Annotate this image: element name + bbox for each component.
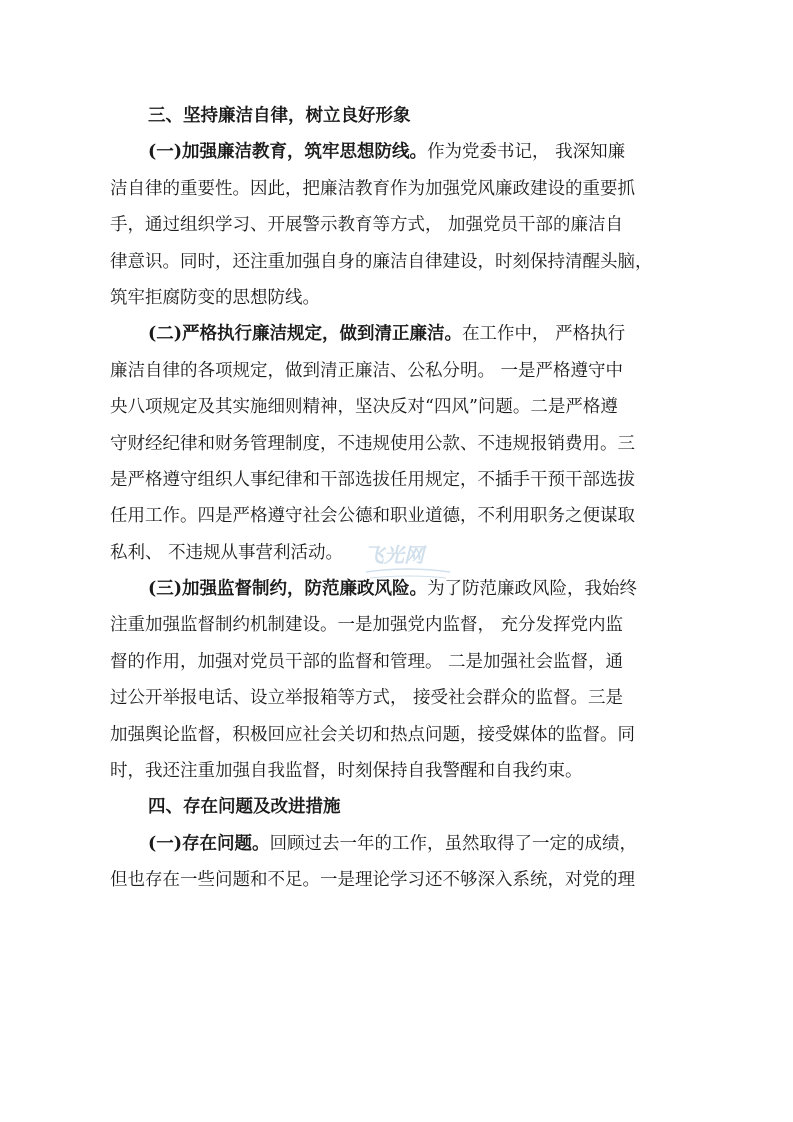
section4-heading: 四、存在问题及改进措施 bbox=[148, 797, 341, 818]
section3-item1-line2: 洁自律的重要性。因此，把廉洁教育作为加强党风廉政建设的重要抓 bbox=[110, 178, 635, 199]
section3-item3-line1: (三)加强监督制约，防范廉政风险。为了防范廉政风险，我始终 bbox=[148, 579, 638, 600]
watermark-text: 飞光网 bbox=[364, 543, 424, 567]
section3-item2-line4: 守财经纪律和财务管理制度，不违规使用公款、不违规报销费用。三 bbox=[110, 433, 635, 454]
section3-item1-line4: 律意识。同时，还注重加强自身的廉洁自律建设，时刻保持清醒头脑， bbox=[110, 251, 653, 272]
section3-item2-line6: 任用工作。四是严格遵守社会公德和职业道德，不利用职务之便谋取 bbox=[110, 506, 635, 527]
section3-item2-line3: 央八项规定及其实施细则精神，坚决反对“四风”问题。二是严格遵 bbox=[110, 397, 618, 418]
section3-item3-line3: 督的作用，加强对党员干部的监督和管理。 二是加强社会监督，通 bbox=[110, 651, 624, 672]
section3-item1-line5: 筑牢拒腐防变的思想防线。 bbox=[110, 287, 320, 308]
section3-item3-line6: 时，我还注重加强自我监督，时刻保持自我警醒和自我约束。 bbox=[110, 761, 583, 782]
section4-item1-line1: (一)存在问题。回顾过去一年的工作，虽然取得了一定的成绩， bbox=[148, 833, 638, 854]
section3-item2-line5: 是严格遵守组织人事纪律和干部选拔任用规定，不插手干预干部选拔 bbox=[110, 469, 635, 490]
section3-item2-line7: 私利、 不违规从事营利活动。 bbox=[110, 542, 344, 563]
section3-item2-line2: 廉洁自律的各项规定，做到清正廉洁、公私分明。 一是严格遵守中 bbox=[110, 360, 624, 381]
section3-item1-line3: 手，通过组织学习、开展警示教育等方式， 加强党员干部的廉洁自 bbox=[110, 215, 624, 236]
watermark-underline bbox=[366, 569, 450, 572]
section4-item1-label: (一)存在问题。 bbox=[148, 833, 270, 854]
watermark-logo bbox=[360, 538, 456, 586]
section3-item2-line1: (二)严格执行廉洁规定，做到清正廉洁。在工作中， 严格执行 bbox=[148, 324, 626, 345]
section3-item1-label: (一)加强廉洁教育，筑牢思想防线。 bbox=[148, 142, 428, 163]
watermark-underline-2 bbox=[370, 576, 446, 578]
section3-heading: 三、坚持廉洁自律，树立良好形象 bbox=[148, 106, 411, 126]
section4-item1-line2: 但也存在一些问题和不足。一是理论学习还不够深入系统，对党的理 bbox=[110, 870, 635, 891]
section3-item3-line2: 注重加强监督制约机制建设。一是加强党内监督， 充分发挥党内监 bbox=[110, 615, 624, 636]
section3-item3-line4: 过公开举报电话、设立举报箱等方式， 接受社会群众的监督。三是 bbox=[110, 688, 624, 709]
section3-item1-line1: (一)加强廉洁教育，筑牢思想防线。作为党委书记， 我深知廉 bbox=[148, 142, 626, 163]
section3-item3-label: (三)加强监督制约，防范廉政风险。 bbox=[148, 579, 428, 600]
section3-item3-line5: 加强舆论监督，积极回应社会关切和热点问题，接受媒体的监督。同 bbox=[110, 724, 635, 745]
section3-item2-label: (二)严格执行廉洁规定，做到清正廉洁。 bbox=[148, 324, 463, 345]
document-body bbox=[110, 98, 686, 899]
